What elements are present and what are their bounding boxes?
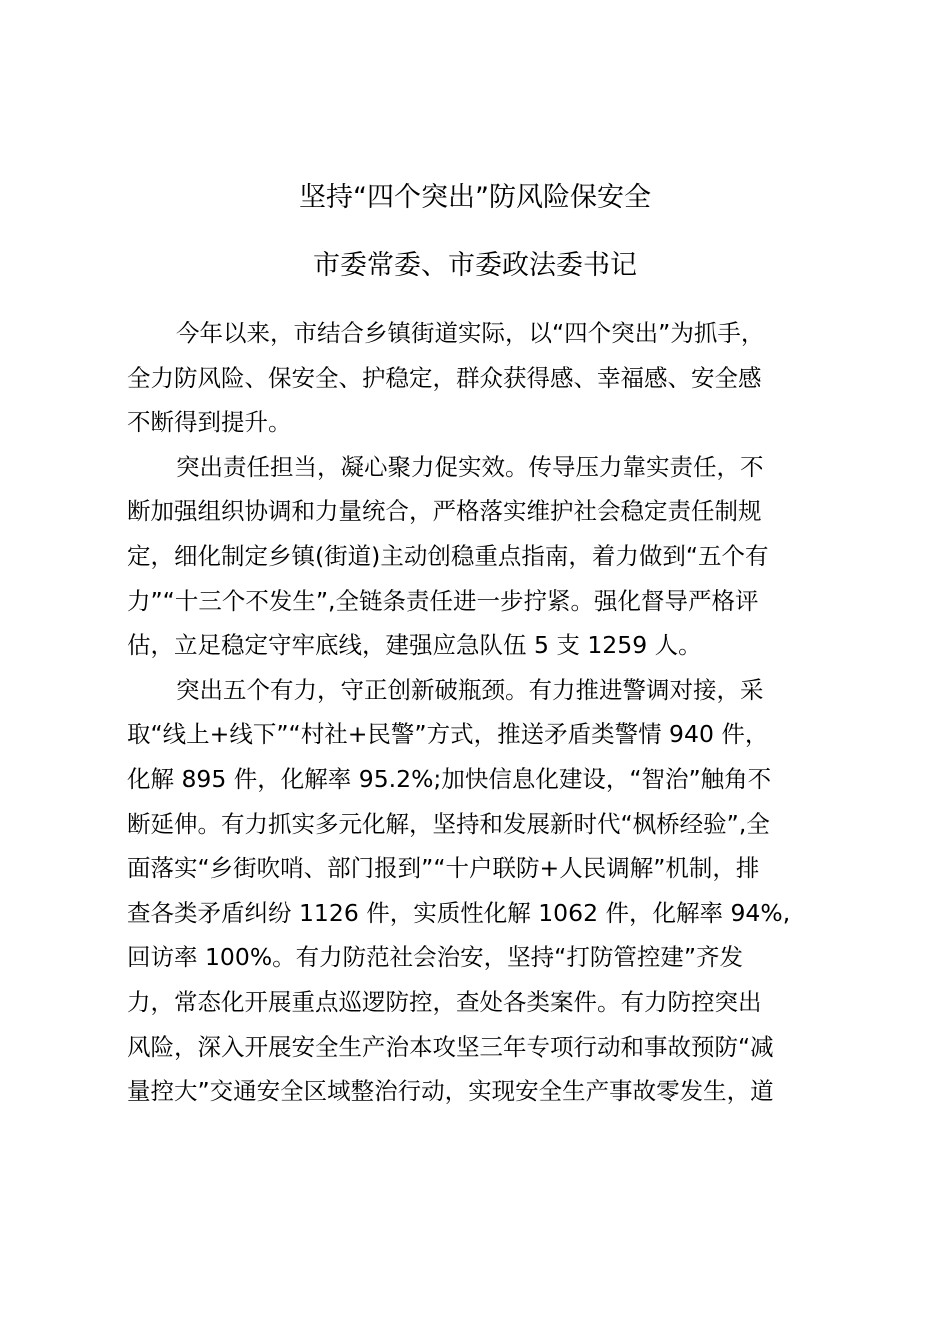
paragraph-line: 面落实“乡街吹哨、部门报到”“十户联防+人民调解”机制，排 [127, 854, 760, 883]
paragraph-line: 估，立足稳定守牢底线，建强应急队伍 5 支 1259 人。 [127, 631, 702, 660]
paragraph-line: 回访率 100%。有力防范社会治安，坚持“打防管控建”齐发 [127, 943, 744, 972]
paragraph-line: 风险，深入开展安全生产治本攻坚三年专项行动和事故预防“减 [127, 1032, 774, 1061]
paragraph-line: 力，常态化开展重点巡逻防控，查处各类案件。有力防控突出 [127, 987, 762, 1016]
paragraph-line: 不断得到提升。 [127, 408, 292, 437]
paragraph-line: 突出五个有力，守正创新破瓶颈。有力推进警调对接，采 [176, 675, 764, 704]
paragraph-line: 取“线上+线下”“村社+民警”方式，推送矛盾类警情 940 件， [127, 720, 769, 749]
paragraph [127, 311, 837, 445]
paragraph-line: 今年以来，市结合乡镇街道实际，以“四个突出”为抓手， [176, 319, 765, 347]
paragraph [127, 445, 837, 668]
paragraph-line: 突出责任担当，凝心聚力促实效。传导压力靠实责任，不 [176, 452, 764, 481]
document-title: 坚持“四个突出”防风险保安全 [299, 182, 651, 213]
document-subtitle: 市委常委、市委政法委书记 [313, 250, 637, 281]
paragraph-line: 力”“十三个不发生”,全链条责任进一步拧紧。强化督导严格评 [127, 586, 759, 615]
paragraph [127, 668, 837, 1114]
document-body [127, 311, 837, 1114]
paragraph-line: 断加强组织协调和力量统合，严格落实维护社会稳定责任制规 [127, 497, 762, 526]
paragraph-line: 查各类矛盾纠纷 1126 件，实质性化解 1062 件，化解率 94%, [127, 898, 791, 927]
paragraph-line: 定，细化制定乡镇(街道)主动创稳重点指南，着力做到“五个有 [127, 541, 769, 570]
paragraph-line: 全力防风险、保安全、护稳定，群众获得感、幸福感、安全感 [127, 363, 762, 392]
paragraph-line: 化解 895 件，化解率 95.2%;加快信息化建设，“智治”触角不 [127, 764, 772, 793]
paragraph-line: 量控大”交通安全区域整治行动，实现安全生产事故零发生，道 [127, 1077, 774, 1106]
paragraph-line: 断延伸。有力抓实多元化解，坚持和发展新时代“枫桥经验”,全 [127, 809, 770, 838]
